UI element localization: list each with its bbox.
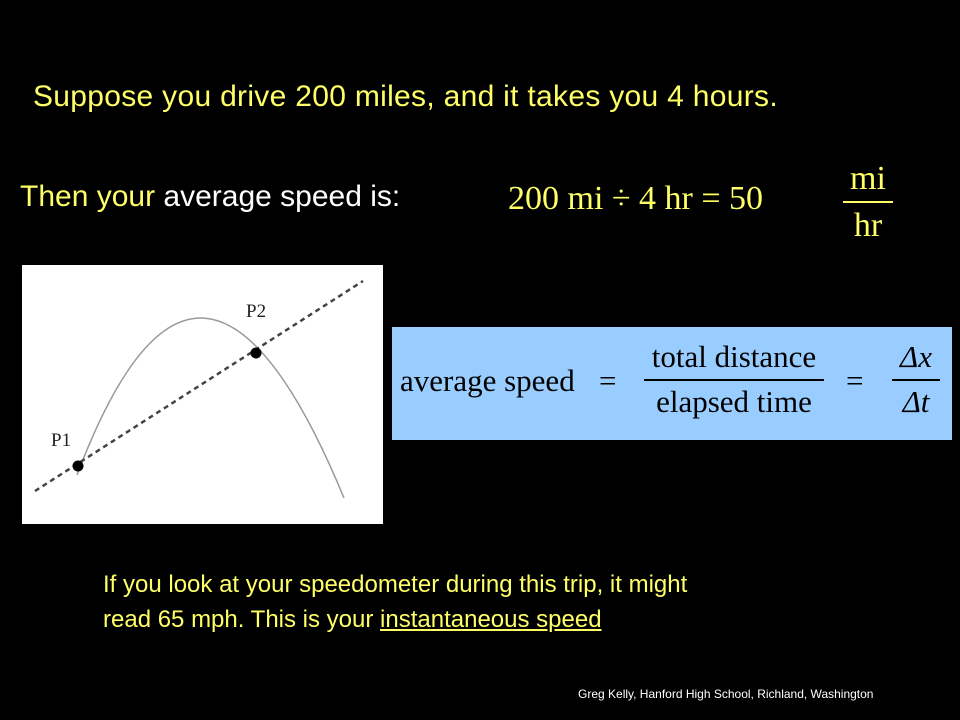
fraction-bar xyxy=(892,379,940,381)
avg-line-prefix: Then your xyxy=(20,180,164,213)
bottom-line-1: If you look at your speedometer during this trip, it might xyxy=(103,571,688,598)
delta-t: Δt xyxy=(902,384,930,419)
secant-line xyxy=(35,281,363,491)
average-speed-line xyxy=(20,180,400,214)
headline: Suppose you drive 200 miles, and it takes you 4 hours. xyxy=(33,80,778,113)
unit-fraction xyxy=(843,160,893,245)
label-p2: P2 xyxy=(246,301,267,322)
instantaneous-speed-text xyxy=(103,567,903,637)
instantaneous-speed-term: instantaneous speed xyxy=(380,606,602,633)
graph-svg xyxy=(22,265,383,524)
average-speed-formula xyxy=(392,327,952,440)
delta-x: Δx xyxy=(900,339,932,374)
bottom-line-2-prefix: read 65 mph. This is your xyxy=(103,606,381,633)
point-p1 xyxy=(73,461,84,472)
calculation-expression: 200 mi ÷ 4 hr = 50 xyxy=(508,180,764,217)
formula-lhs: average speed xyxy=(400,363,575,398)
point-p2 xyxy=(251,348,262,359)
distance-time-fraction xyxy=(644,339,824,420)
formula-equals-2: = xyxy=(846,363,864,398)
author-credit: Greg Kelly, Hanford High School, Richland, Washington xyxy=(578,687,874,701)
fraction-bar xyxy=(644,379,824,381)
fraction-bar xyxy=(843,201,893,203)
fraction-denominator: elapsed time xyxy=(656,384,812,419)
unit-numerator: mi xyxy=(850,160,886,197)
parabola-curve xyxy=(77,318,344,498)
unit-denominator: hr xyxy=(853,207,883,244)
fraction-numerator: total distance xyxy=(651,339,817,374)
secant-line-graph xyxy=(22,265,383,524)
label-p1: P1 xyxy=(51,430,72,451)
delta-fraction xyxy=(892,339,940,420)
avg-line-suffix: average speed is: xyxy=(163,180,401,213)
formula-equals-1: = xyxy=(599,363,617,398)
average-speed-calculation xyxy=(508,160,908,250)
bottom-line-2 xyxy=(103,602,903,637)
